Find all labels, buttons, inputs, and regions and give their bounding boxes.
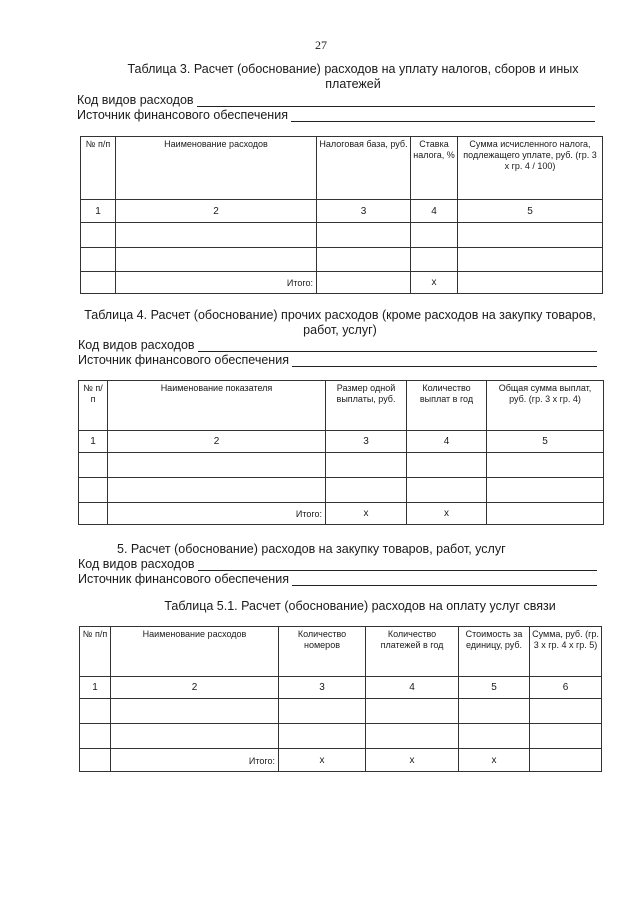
table51-header-cell: Количество номеров bbox=[279, 627, 366, 677]
section5-expense-code-blank bbox=[198, 559, 597, 571]
table4-header-cell: Общая сумма выплат, руб. (гр. 3 х гр. 4) bbox=[487, 381, 604, 431]
table3-header-row bbox=[81, 137, 603, 200]
table3-col-number: 2 bbox=[116, 200, 317, 223]
table51 bbox=[79, 626, 602, 772]
table4-cell bbox=[487, 478, 604, 503]
table3-funding-source-label: Источник финансового обеспечения bbox=[77, 108, 288, 122]
table51-header-cell: Количество платежей в год bbox=[366, 627, 459, 677]
table3-cell bbox=[411, 248, 458, 272]
table4-cell bbox=[326, 478, 407, 503]
table3-cell bbox=[81, 223, 116, 248]
table51-title: Таблица 5.1. Расчет (обоснование) расходов на оплату услуг связи bbox=[164, 599, 556, 613]
table3-header-cell: Наименование расходов bbox=[116, 137, 317, 200]
table51-cell bbox=[111, 724, 279, 749]
table4-col-number: 1 bbox=[79, 431, 108, 453]
table3-cell bbox=[317, 248, 411, 272]
table4-col-number: 4 bbox=[407, 431, 487, 453]
page-number: 27 bbox=[315, 38, 327, 52]
table3-empty-row bbox=[81, 223, 603, 248]
table4-header-cell: Количество выплат в год bbox=[407, 381, 487, 431]
table51-cell bbox=[80, 749, 111, 772]
table3-col-number: 4 bbox=[411, 200, 458, 223]
table3-cell bbox=[317, 223, 411, 248]
section5-expense-code-label: Код видов расходов bbox=[78, 557, 195, 571]
section5-funding-source-label: Источник финансового обеспечения bbox=[78, 572, 289, 586]
table3-cell bbox=[116, 248, 317, 272]
table3-header-cell: Ставка налога, % bbox=[411, 137, 458, 200]
table51-cell bbox=[279, 699, 366, 724]
table3-total-mark: х bbox=[411, 272, 458, 294]
table4-cell bbox=[79, 503, 108, 525]
table51-empty-row bbox=[80, 699, 602, 724]
table3-cell bbox=[81, 248, 116, 272]
table51-column-number-row bbox=[80, 677, 602, 699]
table4-total-mark: х bbox=[407, 503, 487, 525]
table3-total-label: Итого: bbox=[116, 272, 317, 294]
table4-header-cell: Наименование показателя bbox=[108, 381, 326, 431]
table4-title: Таблица 4. Расчет (обоснование) прочих расходов (кроме расходов на закупку товаров, работ, услуг) bbox=[84, 308, 596, 337]
section5-expense-code-line bbox=[78, 557, 597, 571]
section5-funding-source-line bbox=[78, 572, 597, 586]
table4-cell bbox=[108, 478, 326, 503]
table4-col-number: 3 bbox=[326, 431, 407, 453]
table51-header-cell: № п/п bbox=[80, 627, 111, 677]
table51-col-number: 6 bbox=[530, 677, 602, 699]
table4-expense-code-line bbox=[78, 338, 597, 352]
section5-funding-source-blank bbox=[292, 574, 597, 586]
table51-cell bbox=[366, 724, 459, 749]
table4-header-cell: Размер одной выплаты, руб. bbox=[326, 381, 407, 431]
table51-col-number: 4 bbox=[366, 677, 459, 699]
table4-total-label: Итого: bbox=[108, 503, 326, 525]
table4-cell bbox=[487, 453, 604, 478]
table51-total-mark: х bbox=[459, 749, 530, 772]
table3-cell bbox=[458, 223, 603, 248]
table4-cell bbox=[407, 453, 487, 478]
table51-col-number: 1 bbox=[80, 677, 111, 699]
table4-header-cell: № п/п bbox=[79, 381, 108, 431]
table51-header-cell: Стоимость за единицу, руб. bbox=[459, 627, 530, 677]
table4-funding-source-label: Источник финансового обеспечения bbox=[78, 353, 289, 367]
table51-cell bbox=[459, 724, 530, 749]
table4-expense-code-blank bbox=[198, 340, 597, 352]
table4-cell bbox=[487, 503, 604, 525]
table3-cell bbox=[81, 272, 116, 294]
table51-total-label: Итого: bbox=[111, 749, 279, 772]
table4-funding-source-blank bbox=[292, 355, 597, 367]
table51-cell bbox=[111, 699, 279, 724]
table4-empty-row bbox=[79, 453, 604, 478]
table51-cell bbox=[80, 724, 111, 749]
table3-header-cell: Сумма исчисленного налога, подлежащего уплате, руб. (гр. 3 х гр. 4 / 100) bbox=[458, 137, 603, 200]
table3-column-number-row bbox=[81, 200, 603, 223]
table51-cell bbox=[80, 699, 111, 724]
table3-col-number: 1 bbox=[81, 200, 116, 223]
table4-total-row bbox=[79, 503, 604, 525]
table3-col-number: 3 bbox=[317, 200, 411, 223]
table3-expense-code-label: Код видов расходов bbox=[77, 93, 194, 107]
table3-total-row bbox=[81, 272, 603, 294]
table3-col-number: 5 bbox=[458, 200, 603, 223]
table4-cell bbox=[108, 453, 326, 478]
table4-col-number: 2 bbox=[108, 431, 326, 453]
table51-header-cell: Наименование расходов bbox=[111, 627, 279, 677]
table4-col-number: 5 bbox=[487, 431, 604, 453]
table3-cell bbox=[458, 272, 603, 294]
table3-cell bbox=[458, 248, 603, 272]
table51-total-mark: х bbox=[366, 749, 459, 772]
table3-header-cell: Налоговая база, руб. bbox=[317, 137, 411, 200]
table51-col-number: 3 bbox=[279, 677, 366, 699]
table4-column-number-row bbox=[79, 431, 604, 453]
table3-cell bbox=[317, 272, 411, 294]
table4-header-row bbox=[79, 381, 604, 431]
table3-funding-source-line bbox=[77, 108, 595, 122]
table3-cell bbox=[116, 223, 317, 248]
table3-empty-row bbox=[81, 248, 603, 272]
table51-cell bbox=[366, 699, 459, 724]
table51-cell bbox=[279, 724, 366, 749]
table4-expense-code-label: Код видов расходов bbox=[78, 338, 195, 352]
table3-expense-code-blank bbox=[197, 95, 595, 107]
table3 bbox=[80, 136, 603, 294]
table3-title: Таблица 3. Расчет (обоснование) расходов на уплату налогов, сборов и иных платежей bbox=[127, 62, 579, 91]
table4-cell bbox=[326, 453, 407, 478]
table51-col-number: 2 bbox=[111, 677, 279, 699]
table51-total-row bbox=[80, 749, 602, 772]
table4-cell bbox=[79, 453, 108, 478]
table51-col-number: 5 bbox=[459, 677, 530, 699]
table4-empty-row bbox=[79, 478, 604, 503]
table51-empty-row bbox=[80, 724, 602, 749]
table4 bbox=[78, 380, 604, 525]
table51-header-cell: Сумма, руб. (гр. 3 х гр. 4 х гр. 5) bbox=[530, 627, 602, 677]
table3-expense-code-line bbox=[77, 93, 595, 107]
table4-cell bbox=[407, 478, 487, 503]
table51-total-mark: х bbox=[279, 749, 366, 772]
table51-cell bbox=[530, 724, 602, 749]
table4-total-mark: х bbox=[326, 503, 407, 525]
table3-header-cell: № п/п bbox=[81, 137, 116, 200]
table4-funding-source-line bbox=[78, 353, 597, 367]
table4-cell bbox=[79, 478, 108, 503]
table3-cell bbox=[411, 223, 458, 248]
table51-header-row bbox=[80, 627, 602, 677]
table51-cell bbox=[459, 699, 530, 724]
table51-cell bbox=[530, 749, 602, 772]
section5-heading: 5. Расчет (обоснование) расходов на закупку товаров, работ, услуг bbox=[117, 542, 506, 556]
table3-funding-source-blank bbox=[291, 110, 595, 122]
table51-cell bbox=[530, 699, 602, 724]
